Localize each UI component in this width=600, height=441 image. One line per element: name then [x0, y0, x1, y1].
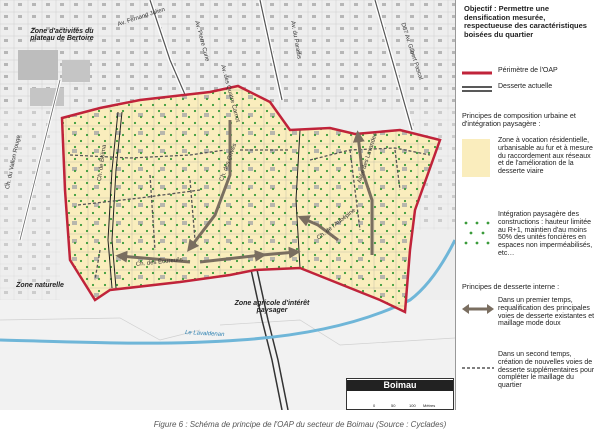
river-label: Le Lavaldenan: [184, 330, 225, 339]
zone-agricole-label: Zone agricole d'intérêt paysager: [234, 300, 310, 315]
zone-activites-label: Zone d'activités du plateau de Bertoire: [30, 28, 94, 43]
road-label-paradis: Av. du Paradis: [289, 20, 302, 60]
road-label-lavandes: Allée des Lavandes: [357, 132, 379, 185]
activity-building: [30, 88, 64, 106]
map-title: Boimau: [347, 380, 453, 391]
first-phase-text: Dans un premier temps, requalification des principales voies de desserte existantes et maillage mode doux: [498, 297, 595, 328]
activity-building: [62, 60, 90, 82]
road-label-carnot: Av. des Quatre Carnot: [219, 64, 241, 124]
scale-unit: Mètres: [423, 403, 436, 408]
legend-objective: Objectif : Permettre une densification mesurée, respectueuse des caractéristiques boisées du quartier: [464, 4, 587, 39]
road-label-vallon-rouge: Ch. du Vallon Rouge: [4, 134, 23, 190]
activity-building: [18, 50, 58, 80]
road-label-ecureuils: Ch. des Écureuils: [135, 257, 184, 268]
road-label-gilbert-pascal: D87 Av. Gilbert Pascal: [399, 22, 424, 81]
legend-desserte: [458, 83, 598, 95]
legend-perimeter: [458, 67, 598, 79]
dots-symbol: [462, 219, 492, 249]
scale-mid: 50: [391, 403, 396, 408]
legend-zone: [458, 137, 598, 207]
legend-second-phase: [458, 351, 598, 403]
dashed-symbol: [462, 363, 494, 373]
zone-text: Zone à vocation résidentielle, urbanisable au fur et à mesure du raccordement aux réseaux et de l'amélioration de la desserte viaire: [498, 137, 593, 176]
composition-heading: Principes de composition urbaine et d'intégration paysagère :: [462, 111, 576, 129]
figure-caption: Figure 6 : Schéma de principe de l'OAP du secteur de Boimau (Source : Cyclades): [153, 420, 447, 429]
zone-swatch: [462, 139, 490, 177]
road-label-ferrand: Av. Fernand Julien: [117, 6, 166, 28]
arrow-symbol: [462, 303, 494, 315]
scale-zero: 0: [373, 403, 376, 408]
desserte-label: Desserte actuelle: [498, 83, 553, 90]
oap-green-dots: [62, 86, 440, 312]
map-title-box: [346, 378, 454, 410]
scale-max: 100: [409, 403, 416, 408]
legend-first-phase: [458, 297, 598, 345]
road-label-boima: Ch. de Boïma: [96, 144, 108, 182]
legend: [458, 5, 598, 410]
legend-integration: [458, 211, 598, 273]
road-label-pierre-curie: Av. Pierre Curie: [193, 20, 210, 63]
integration-text: Intégration paysagère des constructions : hauteur limitée au R+1, maintien d'au moins 50% des unités foncières en espaces non imperméabilisés, etc…: [498, 211, 593, 258]
desserte-symbol: [462, 84, 492, 94]
road-label-aubepine: Ch. de l'Aubépine: [316, 207, 357, 242]
second-phase-text: Dans un second temps, création de nouvelles voies de desserte supplémentaires pour compléter le maillage du quartier: [498, 351, 595, 390]
perimeter-symbol: [462, 68, 492, 78]
zone-naturelle-label: Zone naturelle: [16, 282, 64, 289]
urban-fabric-west: [0, 110, 60, 310]
desserte-heading: Principes de desserte interne :: [462, 282, 560, 291]
road-label-grives: Ch. des Grives: [219, 142, 239, 183]
perimeter-label: Périmètre de l'OAP: [498, 67, 558, 74]
